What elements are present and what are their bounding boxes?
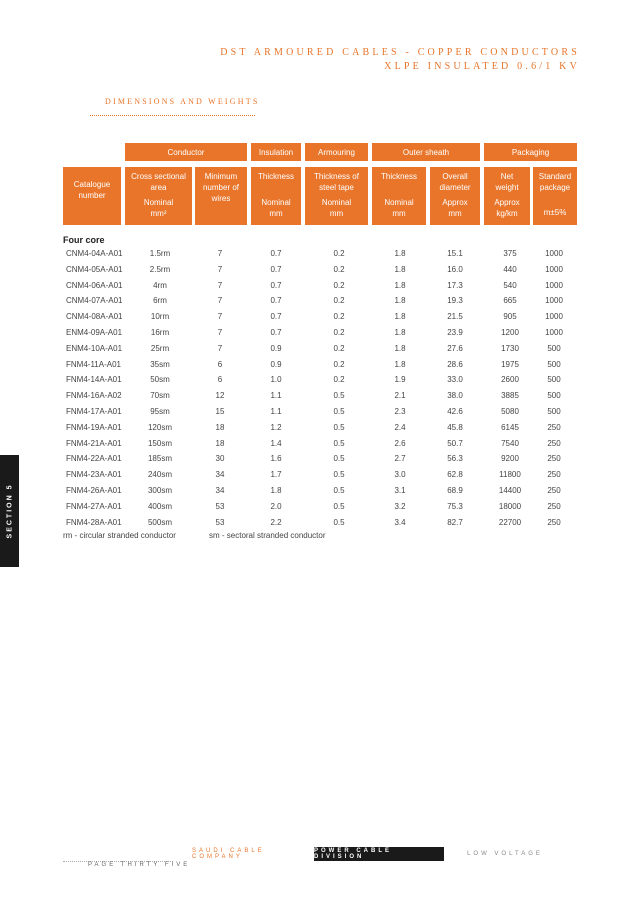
table-cell: 1.5rm [149,249,171,258]
table-cell: 0.5 [333,454,345,464]
table-cell: 500 [547,391,561,401]
column-header-net-weight [484,167,530,225]
table-cell: 500 [547,375,561,385]
table-row [0,372,638,388]
table-cell: 2600 [501,375,519,385]
table-section-label: Four core [63,235,105,245]
table-cell: 5080 [501,406,519,416]
table-cell: FNM4-28A-A01 [66,517,122,527]
table-cell: FNM4-26A-A01 [66,485,122,495]
table-cell: FNM4-23A-A01 [66,470,122,480]
table-row [0,515,638,531]
table-cell: 1.7 [270,470,282,480]
table-cell: 15.1 [447,249,463,258]
table-cell: 250 [547,501,561,511]
table-cell: 1.9 [394,375,406,385]
column-header-insulation-thickness-unit: Nominal mm [261,198,291,218]
table-cell: CNM4-07A-A01 [66,296,123,306]
subtitle-divider [90,115,255,116]
table-cell: 18 [215,422,225,432]
table-row [0,451,638,467]
table-cell: 16rm [150,327,170,337]
table-cell: 2.2 [270,517,282,527]
table-cell: 0.7 [270,249,282,258]
table-cell: 19.3 [447,296,463,306]
group-header-outer-sheath: Outer sheath [372,143,480,161]
table-cell: 0.7 [270,280,282,290]
table-cell: 0.5 [333,422,345,432]
table-cell: ENM4-09A-A01 [66,327,123,337]
table-cell: 2.0 [270,501,282,511]
table-cell: 53 [215,501,225,511]
table-cell: 0.7 [270,327,282,337]
table-cell: 7 [217,312,223,322]
table-cell: 240sm [147,470,172,480]
table-cell: 0.2 [333,327,345,337]
table-cell: 50.7 [447,438,463,448]
group-header-insulation: Insulation [251,143,301,161]
table-cell: 0.2 [333,375,345,385]
table-cell: CNM4-08A-A01 [66,312,123,322]
table-cell: 1200 [501,327,519,337]
table-cell: 1.8 [394,327,406,337]
table-cell: 500 [547,343,561,353]
column-header-sheath-thickness-unit: Nominal mm [384,198,414,218]
table-row [0,436,638,452]
table-cell: 6145 [501,422,519,432]
table-cell: 3.0 [394,470,406,480]
table-cell: 0.2 [333,296,345,306]
table-cell: 2.6 [394,438,406,448]
table-cell: 540 [503,280,517,290]
table-cell: 250 [547,422,561,432]
column-header-insulation-thickness [251,167,301,225]
table-cell: 16.0 [447,264,463,274]
table-cell: 7 [217,327,223,337]
table-row [0,499,638,515]
table-cell: 7 [217,280,223,290]
table-cell: 1000 [545,264,563,274]
table-cell: 1000 [545,249,563,258]
table-cell: 300sm [147,485,172,495]
table-cell: 905 [503,312,517,322]
table-row [0,262,638,278]
document-title-line1: DST ARMOURED CABLES - COPPER CONDUCTORS [220,47,580,58]
table-cell: ENM4-10A-A01 [66,343,123,353]
table-cell: 0.2 [333,343,345,353]
column-header-catalogue [63,167,121,225]
table-row [0,420,638,436]
table-cell: 0.5 [333,438,345,448]
table-cell: 500 [547,406,561,416]
table-cell: 250 [547,485,561,495]
table-cell: 3.2 [394,501,406,511]
table-cell: 10rm [150,312,170,322]
table-cell: 1.0 [270,375,282,385]
table-cell: 23.9 [447,327,463,337]
column-header-cross-section-unit: Nominal mm² [143,198,174,218]
column-header-sheath-thickness [372,167,426,225]
column-header-insulation-thickness-top: Thickness [257,172,294,181]
table-cell: FNM4-11A-A01 [66,359,121,369]
table-cell: 7540 [501,438,519,448]
table-cell: 6 [217,359,223,369]
table-cell: 250 [547,470,561,480]
table-cell: 500 [547,359,561,369]
table-cell: 2.7 [394,454,406,464]
section-subtitle: DIMENSIONS AND WEIGHTS [105,97,260,106]
table-cell: 75.3 [447,501,463,511]
table-cell: 56.3 [447,454,463,464]
table-row [0,325,638,341]
table-cell: 3.4 [394,517,406,527]
table-row [0,404,638,420]
table-cell: 1.2 [270,422,282,432]
table-cell: 34 [215,485,225,495]
table-cell: 11800 [499,470,521,480]
table-cell: 0.2 [333,249,345,258]
table-cell: 1000 [545,327,563,337]
table-cell: 6 [217,375,223,385]
table-cell: 2.4 [394,422,406,432]
table-cell: 28.6 [447,359,463,369]
table-cell: 33.0 [447,375,463,385]
column-header-sheath-thickness-top: Thickness [380,172,417,181]
table-body [0,246,638,530]
column-header-overall-diameter [430,167,480,225]
table-row [0,278,638,294]
table-cell: 0.7 [270,312,282,322]
column-header-wires-top: Minimum number of wires [202,172,240,203]
table-cell: 70sm [150,391,170,401]
table-row [0,293,638,309]
column-header-net-weight-unit: Approx kg/km [494,198,520,218]
table-cell: 440 [503,264,517,274]
table-cell: 0.5 [333,406,345,416]
table-cell: 62.8 [447,470,463,480]
table-cell: 45.8 [447,422,463,432]
table-cell: 0.5 [333,391,345,401]
table-cell: 2.1 [394,391,406,401]
table-row [0,483,638,499]
column-header-standard-package-unit: m±5% [543,208,567,217]
table-cell: 18000 [498,501,522,511]
table-row [0,388,638,404]
table-cell: FNM4-16A-A02 [66,391,122,401]
table-cell: 14400 [498,485,522,495]
table-cell: 30 [215,454,225,464]
table-cell: 17.3 [447,280,463,290]
table-cell: 0.5 [333,470,345,480]
column-header-wires [195,167,247,225]
table-cell: 2.3 [394,406,406,416]
table-row [0,467,638,483]
table-cell: 1000 [545,312,563,322]
group-header-packaging: Packaging [484,143,577,161]
group-header-conductor: Conductor [125,143,247,161]
table-cell: 1.8 [394,343,406,353]
table-cell: CNM4-04A-A01 [66,249,123,258]
table-cell: 375 [503,249,517,258]
table-cell: 150sm [147,438,172,448]
section-side-tab [0,455,19,567]
table-row [0,246,638,262]
table-cell: 1.8 [394,249,406,258]
table-cell: 1.8 [394,280,406,290]
table-cell: 250 [547,517,561,527]
table-cell: 250 [547,454,561,464]
column-header-standard-package-top: Standard package [538,172,572,192]
table-cell: 34 [215,470,225,480]
section-side-tab-label: SECTION 5 [6,483,13,539]
footer-category: LOW VOLTAGE [467,851,543,857]
column-header-overall-diameter-unit: Approx mm [442,198,468,218]
table-cell: CNM4-05A-A01 [66,264,123,274]
table-cell: FNM4-14A-A01 [66,375,122,385]
table-cell: 120sm [147,422,172,432]
table-cell: 53 [215,517,225,527]
table-cell: 1000 [545,296,563,306]
table-cell: 0.2 [333,359,345,369]
table-cell: FNM4-22A-A01 [66,454,122,464]
group-header-armouring: Armouring [305,143,368,161]
table-cell: FNM4-27A-A01 [66,501,122,511]
table-row [0,309,638,325]
table-cell: 0.9 [270,343,282,353]
table-cell: 1.1 [270,406,282,416]
table-cell: 3.1 [394,485,406,495]
table-cell: 7 [217,264,223,274]
table-cell: 68.9 [447,485,463,495]
footer-division: POWER CABLE DIVISION [314,847,444,861]
table-cell: 400sm [147,501,172,511]
table-cell: 500sm [147,517,172,527]
table-cell: 35sm [150,359,170,369]
table-cell: 22700 [498,517,522,527]
table-cell: 42.6 [447,406,463,416]
column-header-cross-section [125,167,192,225]
table-cell: 7 [217,296,223,306]
table-cell: 25rm [150,343,170,353]
table-cell: 0.2 [333,280,345,290]
table-cell: 1730 [501,343,519,353]
table-cell: 7 [217,249,223,258]
table-cell: 1.8 [394,359,406,369]
table-cell: FNM4-17A-A01 [66,406,122,416]
table-cell: 4rm [153,280,167,290]
table-cell: 21.5 [447,312,463,322]
column-header-standard-package [533,167,577,225]
table-cell: 1.4 [270,438,282,448]
column-header-overall-diameter-top: Overall diameter [439,172,471,192]
table-cell: 1.8 [270,485,282,495]
table-cell: 1.6 [270,454,282,464]
table-cell: 1000 [545,280,563,290]
table-cell: 50sm [150,375,170,385]
table-cell: 0.2 [333,264,345,274]
table-cell: 27.6 [447,343,463,353]
table-cell: 0.5 [333,517,345,527]
column-header-steel-tape [305,167,368,225]
table-cell: CNM4-06A-A01 [66,280,123,290]
table-cell: 38.0 [447,391,463,401]
table-cell: 1.1 [270,391,282,401]
table-cell: 15 [215,406,225,416]
table-cell: FNM4-21A-A01 [66,438,122,448]
table-cell: 3885 [501,391,519,401]
legend-circular: rm - circular stranded conductor [63,531,176,540]
legend-sectoral: sm - sectoral stranded conductor [209,531,326,540]
table-cell: FNM4-19A-A01 [66,422,122,432]
table-cell: 6rm [153,296,167,306]
table-cell: 2.5rm [149,264,171,274]
table-row [0,357,638,373]
table-cell: 18 [215,438,225,448]
table-cell: 12 [215,391,225,401]
table-cell: 1.8 [394,312,406,322]
table-cell: 1.8 [394,264,406,274]
table-cell: 250 [547,438,561,448]
table-cell: 0.7 [270,264,282,274]
footer-company: SAUDI CABLE COMPANY [192,847,314,861]
column-header-net-weight-top: Net weight [495,172,519,192]
column-header-catalogue-label: Catalogue number [73,180,111,200]
page-number: PAGE THIRTY FIVE [88,862,191,868]
table-cell: 7 [217,343,223,353]
table-cell: 0.5 [333,485,345,495]
table-cell: 1.8 [394,296,406,306]
table-cell: 185sm [147,454,172,464]
table-row [0,341,638,357]
table-cell: 82.7 [447,517,463,527]
table-cell: 0.5 [333,501,345,511]
document-title-line2: XLPE INSULATED 0.6/1 KV [384,61,580,72]
column-header-steel-tape-top: Thickness of steel tape [314,172,359,192]
table-cell: 1975 [501,359,519,369]
column-header-cross-section-top: Cross sectional area [131,172,186,192]
table-cell: 0.7 [270,296,282,306]
table-cell: 0.9 [270,359,282,369]
table-cell: 95sm [150,406,170,416]
column-header-steel-tape-unit: Nominal mm [321,198,352,218]
table-cell: 0.2 [333,312,345,322]
table-cell: 665 [503,296,517,306]
table-cell: 9200 [501,454,519,464]
